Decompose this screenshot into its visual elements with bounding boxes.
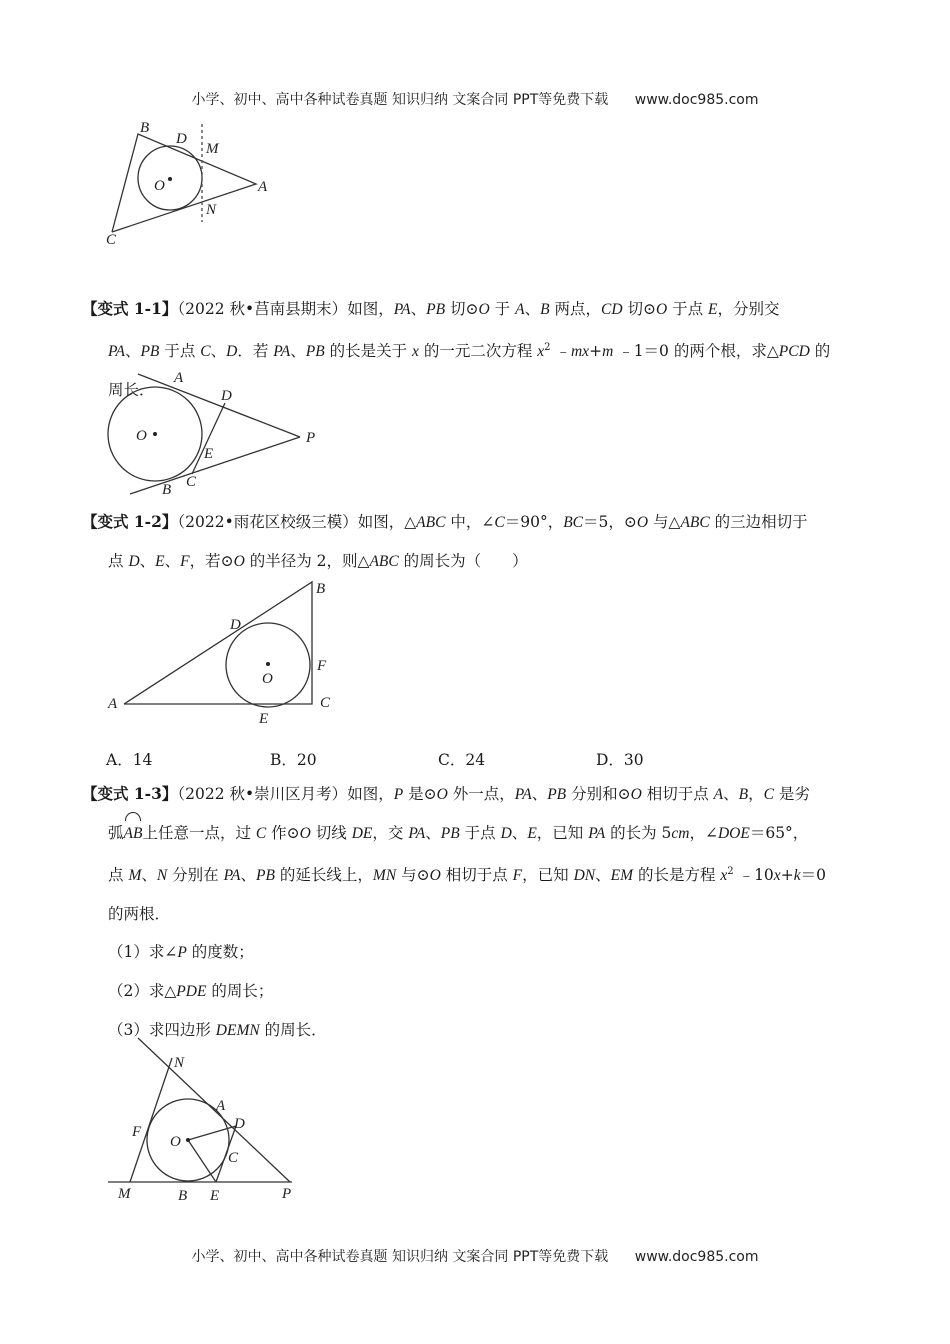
label-D: D [221, 388, 232, 404]
label-C: C [186, 474, 197, 490]
label-O: O [170, 1134, 181, 1150]
header-text: 小学、初中、高中各种试卷真题 知识归纳 文案合同 PPT等免费下载 [191, 92, 609, 108]
label-E: E [259, 711, 269, 727]
header-site-link[interactable]: www.doc985.com [634, 92, 759, 108]
label-A: A [216, 1098, 226, 1114]
question-1-3 [82, 775, 872, 1050]
label-B: B [140, 120, 150, 136]
label-M: M [206, 141, 219, 157]
label-B: B [178, 1188, 188, 1204]
q11-line3: 周长． [108, 381, 155, 400]
q11-line2: PA、PB 于点 C、D．若 PA、PB 的长是关于 x 的一元二次方程 $x^2$ ﹣mx+m ﹣1＝0 的两个根，求△PCD 的 [108, 342, 831, 361]
footer-text: 小学、初中、高中各种试卷真题 知识归纳 文案合同 PPT等免费下载 [191, 1249, 609, 1265]
q13-sub1: （1）求∠P 的度数； [108, 943, 254, 962]
label-O: O [262, 671, 273, 687]
question-1-2 [82, 503, 872, 581]
label-C: C [106, 232, 117, 248]
label-A: A [108, 696, 118, 712]
figure-q11 [100, 366, 330, 501]
label-D: D [230, 617, 241, 633]
q12-line2: 点 D、E、F，若⊙O 的半径为 2，则△ABC 的周长为（ ） [108, 552, 528, 570]
page-footer [0, 1246, 950, 1266]
label-P: P [306, 430, 316, 446]
label-D: D [176, 131, 187, 147]
q13-sub2: （2）求△PDE 的周长； [108, 982, 274, 1001]
option-d[interactable]: D．30 [596, 751, 644, 769]
label-E: E [210, 1188, 220, 1204]
label-A: A [258, 179, 268, 195]
q13-line4: 的两根． [108, 905, 171, 924]
label-F: F [317, 658, 327, 674]
label-B: B [316, 581, 326, 597]
arc-ab: AB [124, 815, 143, 853]
label-N: N [174, 1055, 185, 1071]
q13-line1: 【变式 1-3】（2022 秋•崇川区月考）如图，P 是⊙O 外一点，PA、PB 分别和⊙O 相切于点 A、B，C 是劣 [82, 784, 810, 803]
label-M: M [118, 1186, 131, 1202]
q13-line3: 点 M、N 分别在 PA、PB 的延长线上，MN 与⊙O 相切于点 F，已知 DN、EM 的长是方程 $x^2$ ﹣10x+k＝0 [108, 866, 826, 885]
option-b[interactable]: B．20 [270, 751, 317, 769]
option-a[interactable]: A．14 [106, 751, 153, 769]
page-header [0, 89, 950, 109]
option-c[interactable]: C．24 [438, 751, 486, 769]
q12-line1: 【变式 1-2】（2022•雨花区校级三模）如图，△ABC 中，∠C＝90°，BC＝5，⊙O 与△ABC 的三边相切于 [82, 512, 808, 531]
label-C: C [320, 695, 331, 711]
label-A: A [174, 370, 184, 386]
figure-q12 [100, 576, 340, 728]
figure-q13 [100, 1030, 320, 1210]
label-N: N [206, 202, 217, 218]
label-P: P [282, 1186, 292, 1202]
label-C: C [228, 1150, 239, 1166]
footer-site-link[interactable]: www.doc985.com [634, 1249, 759, 1265]
label-F: F [132, 1124, 142, 1140]
label-B: B [162, 482, 172, 498]
label-O: O [154, 178, 165, 194]
q13-line2: 弧AB上任意一点，过 C 作⊙O 切线 DE，交 PA、PB 于点 D、E，已知 PA 的长为 5cm，∠DOE＝65°， [82, 814, 872, 853]
label-E: E [204, 446, 214, 462]
q13-sub3: （3）求四边形 DEMN 的周长． [108, 1021, 327, 1040]
figure-triangle-circle [100, 118, 290, 248]
q11-line1: 【变式 1-1】（2022 秋•莒南县期末）如图，PA、PB 切⊙O 于 A、B 两点，CD 切⊙O 于点 E，分别交 [82, 299, 780, 318]
label-D: D [234, 1116, 245, 1132]
label-O: O [136, 428, 147, 444]
